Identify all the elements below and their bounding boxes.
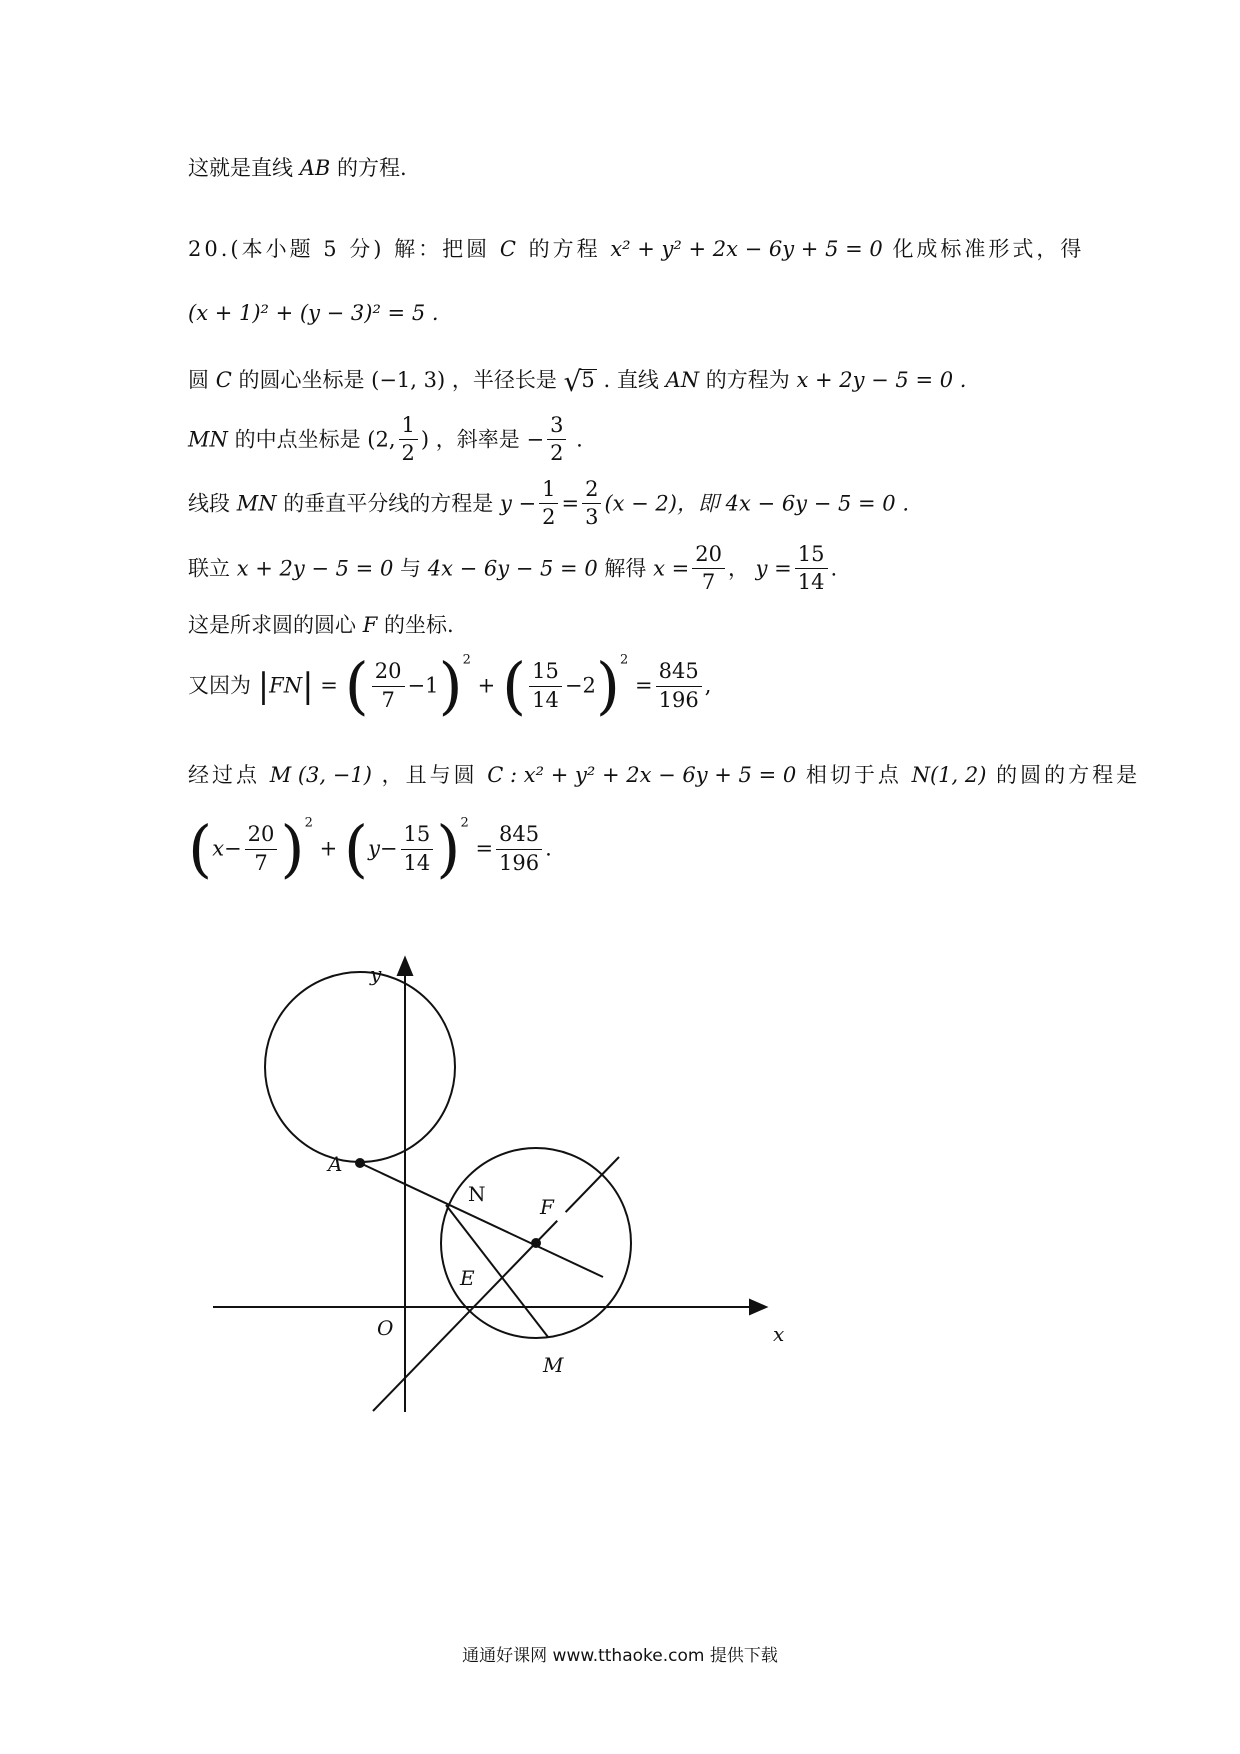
text: . xyxy=(576,427,583,452)
text: 线段 xyxy=(188,491,230,516)
label-e: E xyxy=(460,1266,475,1290)
text: 又因为 xyxy=(188,673,251,698)
denominator: 7 xyxy=(381,687,395,712)
text: ， xyxy=(727,556,749,581)
label-a: A xyxy=(328,1152,343,1176)
text: , xyxy=(704,673,712,698)
label-y: y xyxy=(370,962,382,986)
math-equation: 4x − 6y − 5 = 0 xyxy=(427,556,598,581)
text: 的圆的方程是 xyxy=(996,763,1141,787)
text: 的方程为 xyxy=(705,368,790,392)
text: 经过点 xyxy=(188,763,260,787)
denominator: 7 xyxy=(254,850,268,875)
numerator: 20 xyxy=(245,821,278,849)
math-expression: M (3, −1) xyxy=(269,763,372,787)
text: . xyxy=(830,556,838,581)
math-expression: y = xyxy=(755,556,792,581)
numerator: 15 xyxy=(529,658,562,686)
math-var: AB xyxy=(299,156,331,180)
text: 与 xyxy=(400,556,422,581)
text: 相切于点 xyxy=(805,763,902,787)
text: 的坐标. xyxy=(383,613,454,637)
denominator: 2 xyxy=(401,441,415,466)
numerator: 20 xyxy=(372,658,405,686)
math-expression: −1 xyxy=(407,673,439,698)
text: 解得 xyxy=(604,556,647,581)
abs-bar: | xyxy=(257,666,270,706)
sqrt-symbol: √ xyxy=(563,365,582,398)
denominator: 14 xyxy=(797,570,825,595)
math-expression: − xyxy=(526,427,545,452)
denominator: 196 xyxy=(499,850,540,875)
math-equation: x² + y² + 2x − 6y + 5 = 0 xyxy=(610,237,883,261)
text: 这是所求圆的圆心 xyxy=(188,613,356,637)
math-expression: ) xyxy=(420,427,430,452)
label-o: O xyxy=(377,1316,394,1340)
text: 联立 xyxy=(188,556,230,581)
paren-open: ( xyxy=(344,649,369,722)
paren-open: ( xyxy=(501,649,527,722)
text: ，且与圆 xyxy=(381,763,478,787)
label-n: N xyxy=(468,1182,486,1206)
paren-open: ( xyxy=(343,812,369,885)
text: 的中点坐标是 xyxy=(234,427,361,452)
denominator: 2 xyxy=(550,441,564,466)
math-var: AN xyxy=(665,368,700,392)
math-expression: (−1, 3) xyxy=(371,368,446,392)
denominator: 2 xyxy=(542,505,556,530)
text-line-11: (x− $\frac{20}{7}$ )$^2$ + (y− $\frac{15}{14}$ )$^2$ = $\frac{845}{196}$ . xyxy=(188,812,552,885)
numerator: 15 xyxy=(795,541,828,569)
math-equation: x + 2y − 5 = 0 . xyxy=(796,368,967,392)
label-f: F xyxy=(540,1195,554,1219)
math-expression: x− xyxy=(212,836,242,861)
math-expression: y − xyxy=(499,491,537,516)
denominator: 14 xyxy=(532,687,559,712)
paren-close: ) xyxy=(595,649,621,722)
math-var: C xyxy=(499,237,519,261)
numerator: 20 xyxy=(692,541,725,569)
numerator: 15 xyxy=(401,821,434,849)
math-expression: y− xyxy=(368,836,398,861)
abs-bar: | xyxy=(302,666,314,706)
sqrt-radicand: 5 xyxy=(581,368,595,392)
denominator: 3 xyxy=(585,505,599,530)
paren-close: ) xyxy=(438,649,463,722)
paren-close: ) xyxy=(436,812,461,885)
point-a xyxy=(356,1159,364,1167)
text: 圆 xyxy=(188,368,209,392)
circle-c xyxy=(265,972,455,1162)
numerator: 1 xyxy=(399,412,418,440)
math-expression: N(1, 2) xyxy=(911,763,987,787)
text: 20.(本小题 5 分) 解：把圆 xyxy=(188,237,491,261)
paren-close: ) xyxy=(280,812,305,885)
math-expression: = xyxy=(561,491,580,516)
math-expression: (x − 2)，即 4x − 6y − 5 = 0 . xyxy=(604,491,910,516)
text: . xyxy=(545,836,552,861)
numerator: 845 xyxy=(496,821,542,849)
page-footer: 通通好课网 www.tthaoke.com 提供下载 xyxy=(462,1646,778,1666)
denominator: 7 xyxy=(701,570,716,595)
text-line-9: 又因为 |FN| = ( $\frac{20}{7}$ −1)$^2$ + ( $\frac{15}{14}$ −2)$^2$ = $\frac{845}{196}$ , xyxy=(188,649,712,722)
text: 的圆心坐标是 xyxy=(238,368,365,392)
text: 的垂直平分线的方程是 xyxy=(283,491,494,516)
math-equation: x + 2y − 5 = 0 xyxy=(236,556,394,581)
numerator: 3 xyxy=(547,412,566,440)
text: 的方程 xyxy=(528,237,601,261)
label-x: x xyxy=(773,1322,785,1346)
y-axis-arrow xyxy=(398,958,412,975)
math-var: FN xyxy=(269,673,303,698)
numerator: 845 xyxy=(656,658,702,686)
perpendicular-bisector xyxy=(373,1157,619,1411)
math-expression: −2 xyxy=(564,673,596,698)
label-m: M xyxy=(543,1353,564,1377)
text: 的方程. xyxy=(336,156,407,180)
math-equation: (x + 1)² + (y − 3)² = 5 . xyxy=(188,301,439,325)
math-expression: (2, xyxy=(367,427,396,452)
math-var: MN xyxy=(188,427,228,452)
denominator: 196 xyxy=(658,687,699,712)
math-expression: x = xyxy=(653,556,690,581)
math-equation: C : x² + y² + 2x − 6y + 5 = 0 xyxy=(487,763,797,787)
text: ，斜率是 xyxy=(435,427,520,452)
numerator: 1 xyxy=(539,476,558,504)
x-axis-arrow xyxy=(750,1300,766,1314)
text: 化成标准形式，得 xyxy=(892,237,1085,261)
math-var: F xyxy=(362,613,378,637)
math-var: C xyxy=(215,368,232,392)
text: ，半径长是 xyxy=(451,368,557,392)
text: 这就是直线 xyxy=(188,156,293,180)
math-var: MN xyxy=(236,491,277,516)
paren-open: ( xyxy=(188,812,213,885)
denominator: 14 xyxy=(403,850,431,875)
point-f xyxy=(532,1239,540,1247)
numerator: 2 xyxy=(582,476,601,504)
text: . 直线 xyxy=(603,368,659,392)
